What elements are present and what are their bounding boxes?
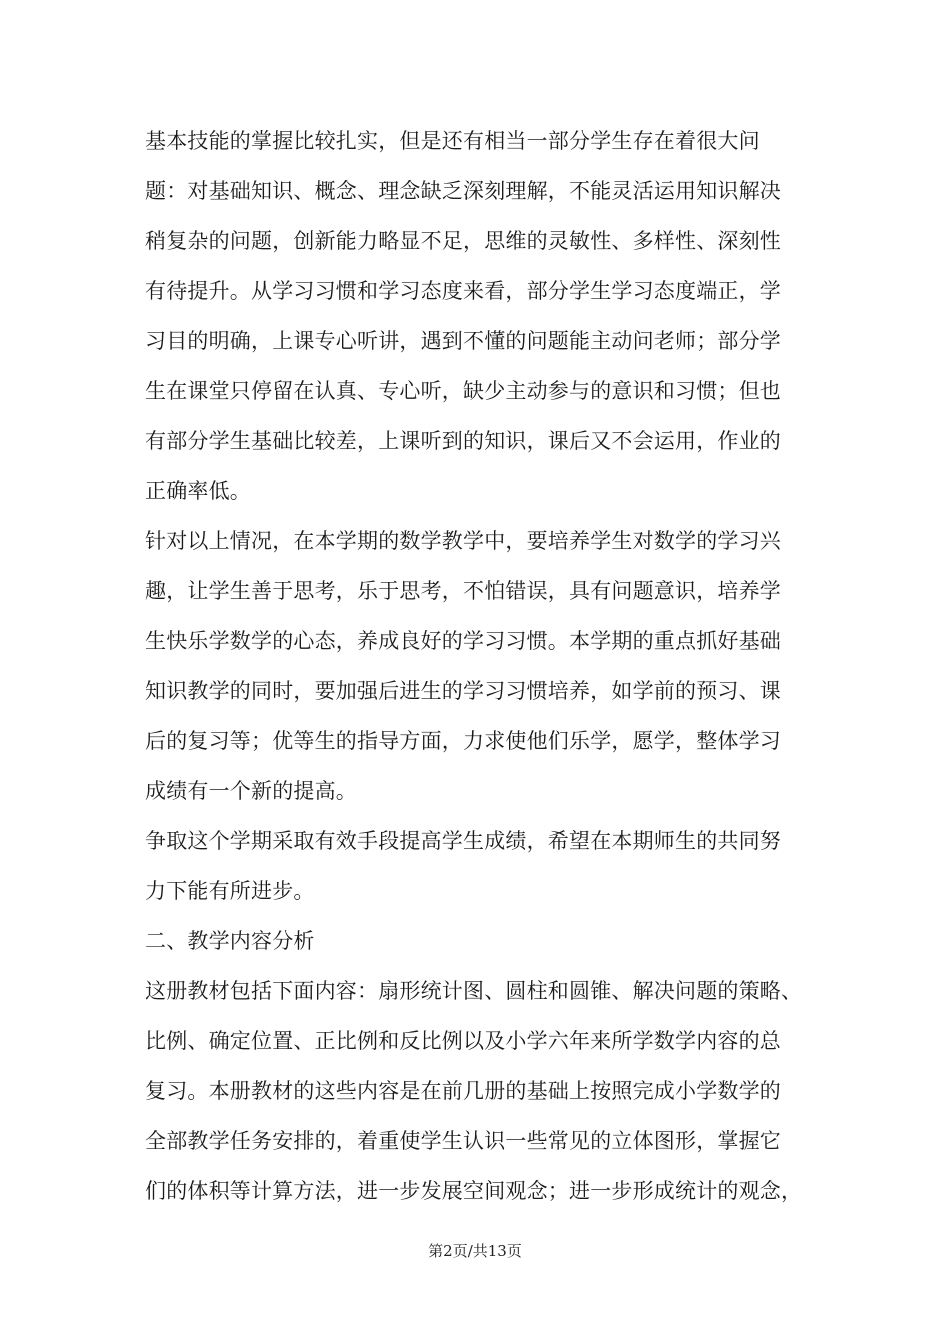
text-line: 趣，让学生善于思考，乐于思考，不怕错误，具有问题意识，培养学	[145, 579, 781, 603]
text-line: 力下能有所进步。	[145, 879, 315, 903]
body-text	[145, 116, 810, 1216]
text-line: 生快乐学数学的心态，养成良好的学习习惯。本学期的重点抓好基础	[145, 629, 781, 653]
text-line: 正确率低。	[145, 479, 251, 503]
text-line: 们的体积等计算方法，进一步发展空间观念；进一步形成统计的观念，	[145, 1179, 803, 1203]
page-number-footer: 第2页/共13页	[428, 1242, 522, 1260]
text-line: 比例、确定位置、正比例和反比例以及小学六年来所学数学内容的总	[145, 1029, 781, 1053]
section-heading: 二、教学内容分析	[145, 929, 315, 953]
text-line: 后的复习等；优等生的指导方面，力求使他们乐学，愿学，整体学习	[145, 729, 781, 753]
text-line: 稍复杂的问题，创新能力略显不足，思维的灵敏性、多样性、深刻性	[145, 229, 781, 253]
text-line: 针对以上情况，在本学期的数学教学中，要培养学生对数学的学习兴	[145, 529, 781, 553]
text-line: 全部教学任务安排的，着重使学生认识一些常见的立体图形，掌握它	[145, 1129, 781, 1153]
text-line: 成绩有一个新的提高。	[145, 779, 357, 803]
text-line: 习目的明确，上课专心听讲，遇到不懂的问题能主动问老师；部分学	[145, 329, 781, 353]
text-line: 争取这个学期采取有效手段提高学生成绩，希望在本期师生的共同努	[145, 829, 781, 853]
text-line: 生在课堂只停留在认真、专心听，缺少主动参与的意识和习惯；但也	[145, 379, 781, 403]
text-line: 这册教材包括下面内容：扇形统计图、圆柱和圆锥、解决问题的策略、	[145, 979, 803, 1003]
text-line: 题：对基础知识、概念、理念缺乏深刻理解，不能灵活运用知识解决	[145, 179, 781, 203]
text-line: 复习。本册教材的这些内容是在前几册的基础上按照完成小学数学的	[145, 1079, 781, 1103]
text-line: 有部分学生基础比较差，上课听到的知识，课后又不会运用，作业的	[145, 429, 781, 453]
text-line: 知识教学的同时，要加强后进生的学习习惯培养，如学前的预习、课	[145, 679, 781, 703]
text-line: 有待提升。从学习习惯和学习态度来看，部分学生学习态度端正，学	[145, 279, 781, 303]
text-line: 基本技能的掌握比较扎实，但是还有相当一部分学生存在着很大问	[145, 129, 760, 153]
